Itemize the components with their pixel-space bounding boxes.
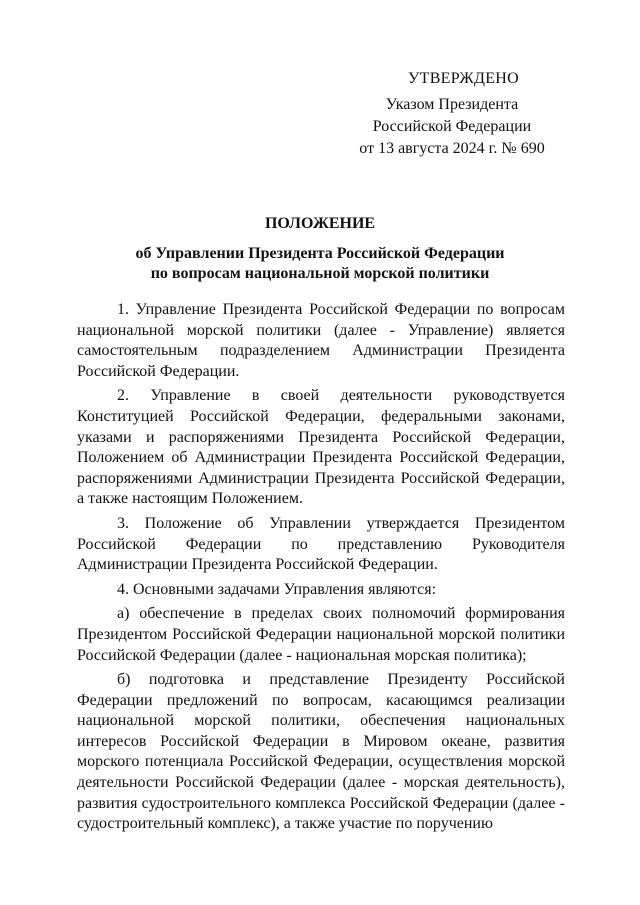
document-body (77, 300, 565, 835)
document-subtitle-line-1: об Управлении Президента Российской Федерации (135, 245, 505, 262)
approval-date-line: от 13 августа 2024 г. № 690 (359, 140, 545, 157)
paragraph-1: 1. Управление Президента Российской Федерации по вопросам национальной морской политики (далее - Управление) является самостоятельным подразделением Администрации Президента Российской Федерации. (77, 301, 565, 380)
approval-stamp-block (360, 68, 580, 160)
document-title: ПОЛОЖЕНИЕ (264, 215, 376, 232)
paragraph-2: 2. Управление в своей деятельности руководствуется Конституцией Российской Федерации, федеральными законами, указами и распоряжениями Президента Российской Федерации, Положением об Администрации Президента Российской Федерации, распоряжениями Администрации Президента Российской Федерации, а также настоящим Положением. (77, 387, 565, 508)
paragraph-4a: а) обеспечение в пределах своих полномочий формирования Президентом Российской Федерации национальной морской политики Российской Федерации (далее - национальная морская политика); (77, 605, 565, 664)
paragraph-3: 3. Положение об Управлении утверждается Президентом Российской Федерации по представлению Руководителя Администрации Президента Российской Федерации. (77, 514, 565, 574)
document-title-block (70, 214, 570, 284)
document-subtitle-line-2: по вопросам национальной морской политики (150, 265, 490, 282)
approval-country-line: Российской Федерации (372, 118, 532, 135)
paragraph-4: 4. Основными задачами Управления являются: (117, 580, 437, 598)
approval-decree-line: Указом Президента (385, 96, 519, 113)
paragraph-4b: б) подготовка и представление Президенту Российской Федерации предложений по вопросам, касающимся реализации национальной морской политики, обеспечения национальных интересов Российской Федерации в Мировом океане, развития морского потенциала Российской Федерации, осуществления морской деятельности Российской Федерации (далее - морская деятельность), развития судостроительного комплекса Российской Федерации (далее - судостроительный комплекс), а также участие по поручению (77, 671, 565, 833)
approval-stamp: УТВЕРЖДЕНО (408, 70, 520, 87)
